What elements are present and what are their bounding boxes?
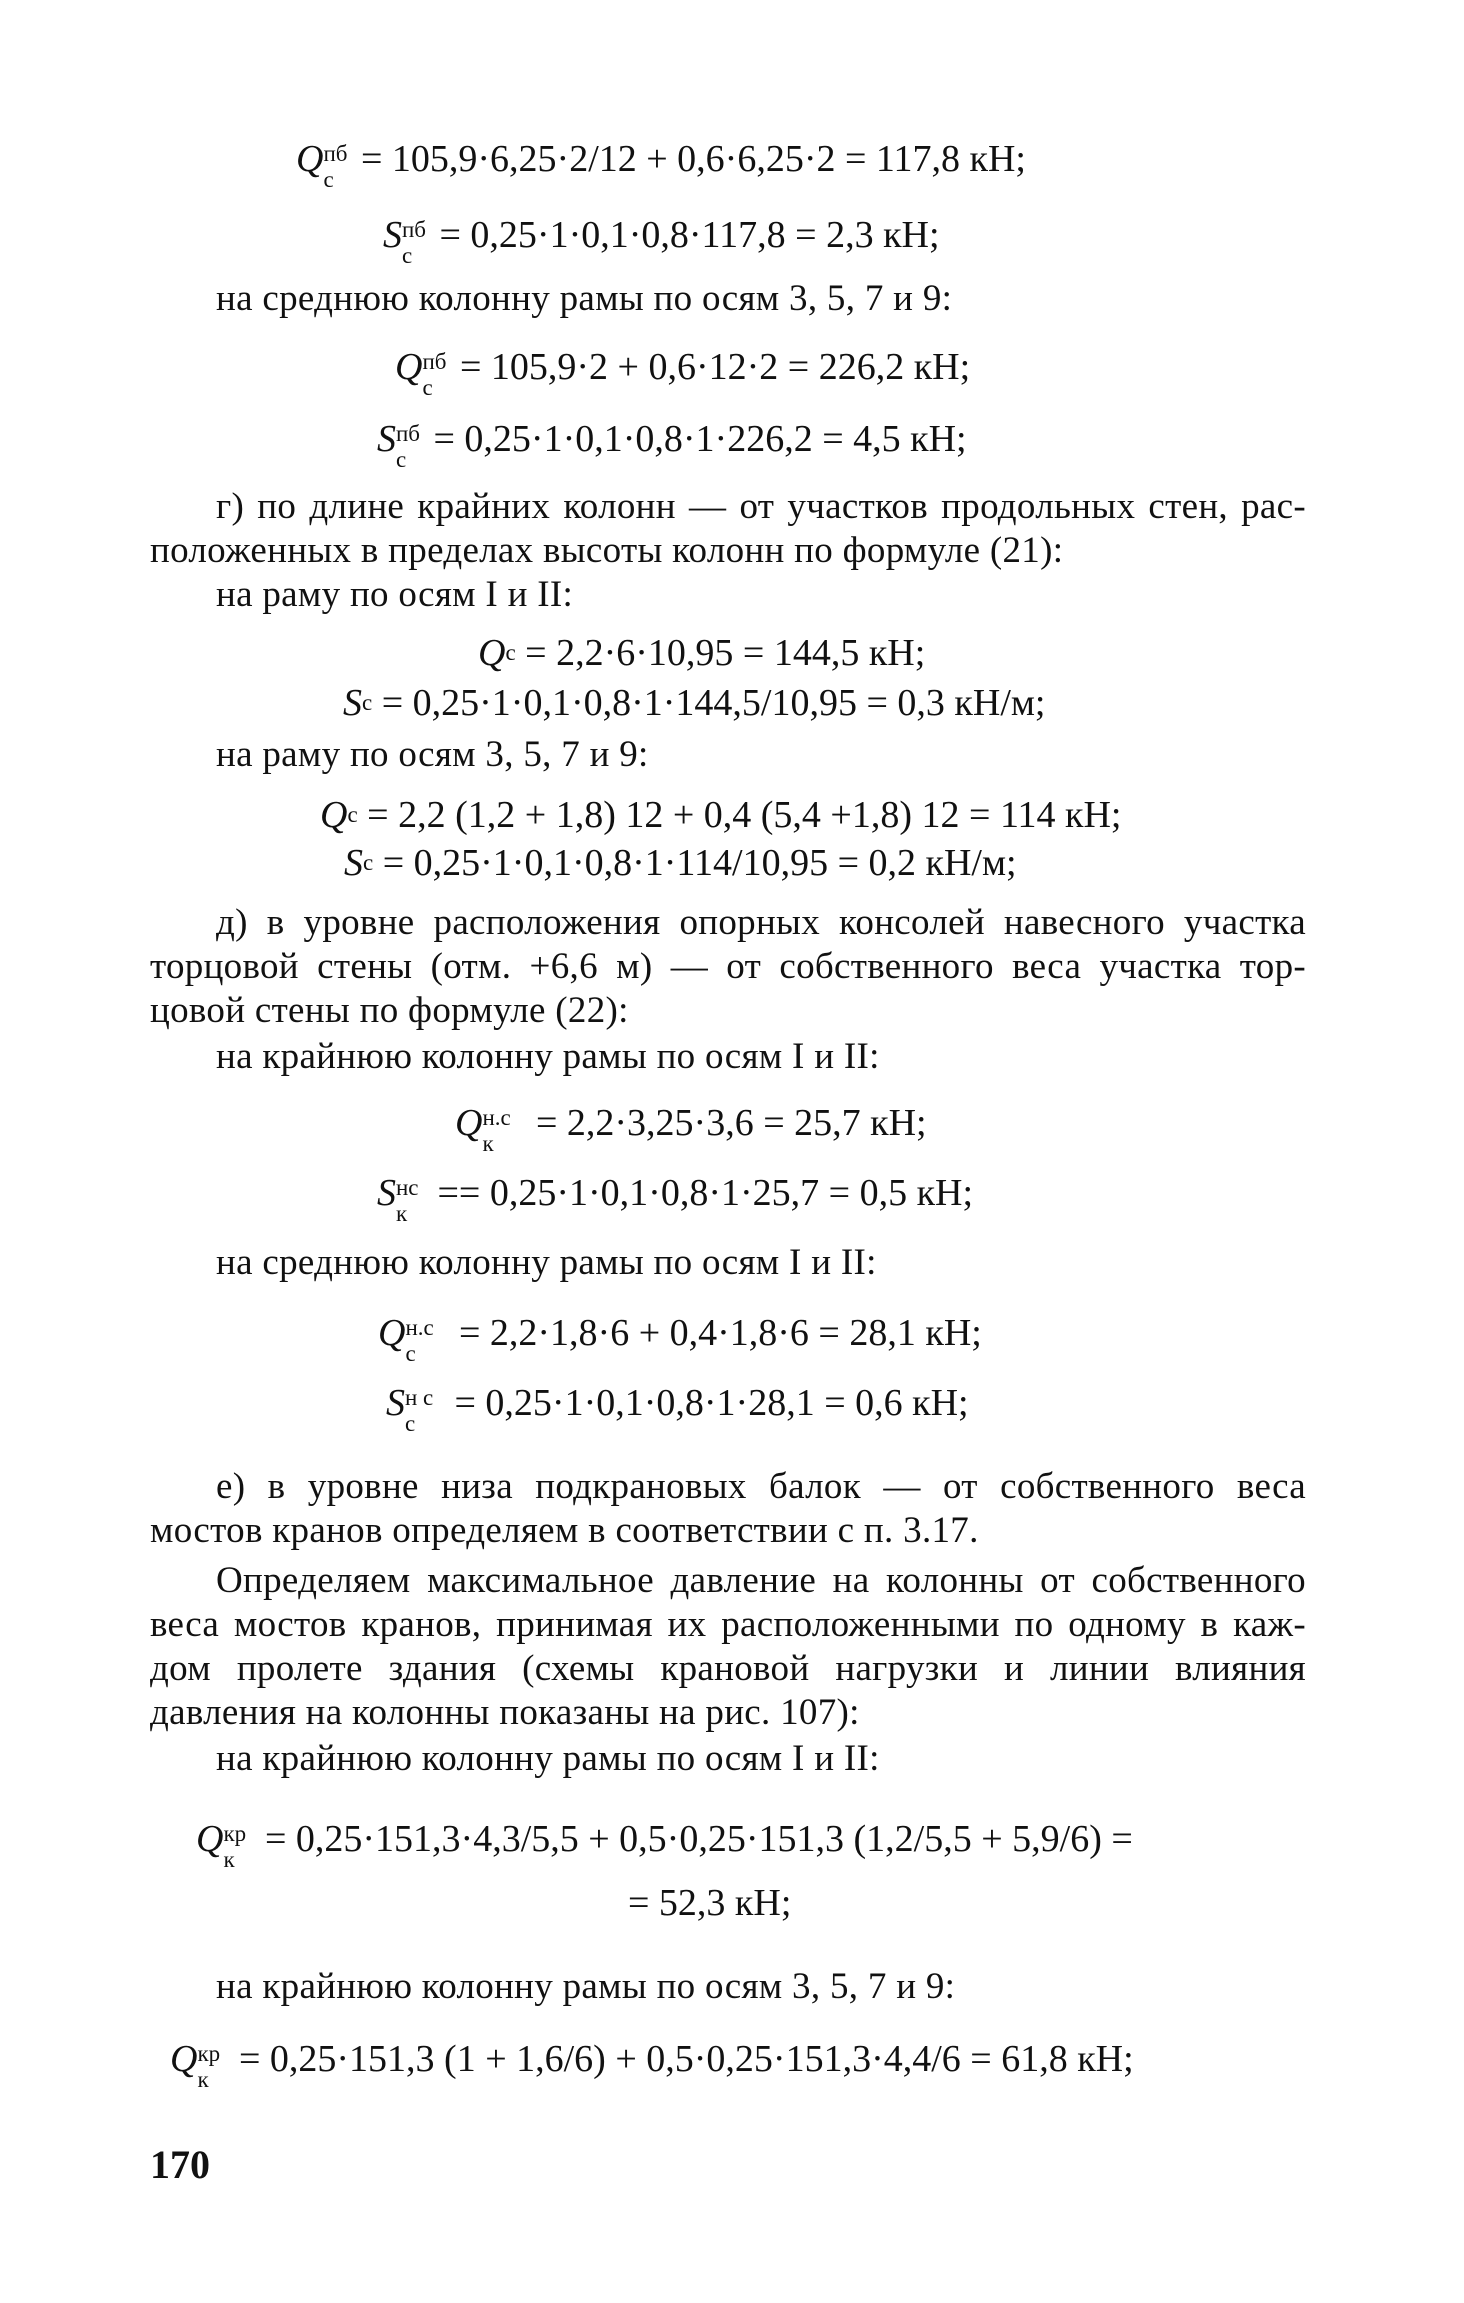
paragraph-line: давления на колонны показаны на рис. 107): bbox=[150, 1692, 860, 1733]
paragraph-line: торцовой стены (отм. +6,6 м) — от собственного веса участка тор- bbox=[150, 946, 1306, 987]
paragraph-line: веса мостов кранов, принимая их расположенными по одному в каж- bbox=[150, 1604, 1306, 1645]
paragraph-line: Определяем максимальное давление на колонны от собственного bbox=[216, 1560, 1306, 1601]
equation-line: Q кр к = 0,25·151,3·4,3/5,5 + 0,5·0,25·151,3 (1,2/5,5 + 5,9/6) = bbox=[196, 1818, 1133, 1872]
paragraph-line: мостов кранов определяем в соответствии с п. 3.17. bbox=[150, 1510, 979, 1551]
equation-line: S нс к == 0,25·1·0,1·0,8·1·25,7 = 0,5 кН; bbox=[377, 1172, 974, 1226]
paragraph-line: на крайнюю колонну рамы по осям I и II: bbox=[216, 1738, 880, 1779]
equation-line: Q н.с с = 2,2·1,8·6 + 0,4·1,8·6 = 28,1 кН; bbox=[378, 1312, 982, 1366]
paragraph-line: на крайнюю колонну рамы по осям 3, 5, 7 и 9: bbox=[216, 1966, 956, 2007]
equation-line: S пб с = 0,25·1·0,1·0,8·1·226,2 = 4,5 кН; bbox=[377, 418, 967, 472]
paragraph-line: положенных в пределах высоты колонн по формуле (21): bbox=[150, 530, 1064, 571]
equation-line: Q кр к = 0,25·151,3 (1 + 1,6/6) + 0,5·0,25·151,3·4,4/6 = 61,8 кН; bbox=[170, 2038, 1134, 2092]
paragraph-line: г) по длине крайних колонн — от участков продольных стен, рас- bbox=[216, 486, 1306, 527]
equation-line: $Q^с = 2,2$ (1,2 + 1,8) 12 + 0,4 (5,4 +1,8) 12 = 114 кН; bbox=[320, 794, 1122, 836]
equation-line: Q пб с = 105,9·6,25·2/12 + 0,6·6,25·2 = 117,8 кН; bbox=[296, 138, 1026, 192]
paragraph-line: цовой стены по формуле (22): bbox=[150, 990, 629, 1031]
paragraph-line: дом пролете здания (схемы крановой нагрузки и линии влияния bbox=[150, 1648, 1306, 1689]
equation-line: Q пб с = 105,9·2 + 0,6·12·2 = 226,2 кН; bbox=[395, 346, 971, 400]
equation-line: Q н.с к = 2,2·3,25·3,6 = 25,7 кН; bbox=[455, 1102, 927, 1156]
page-number: 170 bbox=[150, 2142, 210, 2187]
paragraph-line: е) в уровне низа подкрановых балок — от собственного веса bbox=[216, 1466, 1306, 1507]
paragraph-line: на крайнюю колонну рамы по осям I и II: bbox=[216, 1036, 880, 1077]
equation-line: $Q^с = 2,2\cdot 6\cdot 10,95 = 144,5$ кН; bbox=[478, 632, 926, 674]
paragraph-line: д) в уровне расположения опорных консолей навесного участка bbox=[216, 902, 1306, 943]
paragraph-line: на раму по осям 3, 5, 7 и 9: bbox=[216, 734, 649, 775]
paragraph-line: на раму по осям I и II: bbox=[216, 574, 574, 615]
equation-continuation: = 52,3 кН; bbox=[628, 1882, 792, 1924]
equation-line: S н с с = 0,25·1·0,1·0,8·1·28,1 = 0,6 кН; bbox=[386, 1382, 969, 1436]
equation-line: $S^с = 0,25\cdot 1\cdot 0,1\cdot 0,8\cdot 1\cdot 144,5/10,95 = 0,3$ кН/м; bbox=[343, 682, 1046, 724]
equation-line: $S^с = 0,25\cdot 1\cdot 0,1\cdot 0,8\cdot 1\cdot 114/10,95 = 0,2$ кН/м; bbox=[344, 842, 1017, 884]
paragraph-line: на среднюю колонну рамы по осям I и II: bbox=[216, 1242, 877, 1283]
paragraph-line: на среднюю колонну рамы по осям 3, 5, 7 и 9: bbox=[216, 278, 953, 319]
equation-line: S пб с = 0,25·1·0,1·0,8·117,8 = 2,3 кН; bbox=[383, 214, 940, 268]
